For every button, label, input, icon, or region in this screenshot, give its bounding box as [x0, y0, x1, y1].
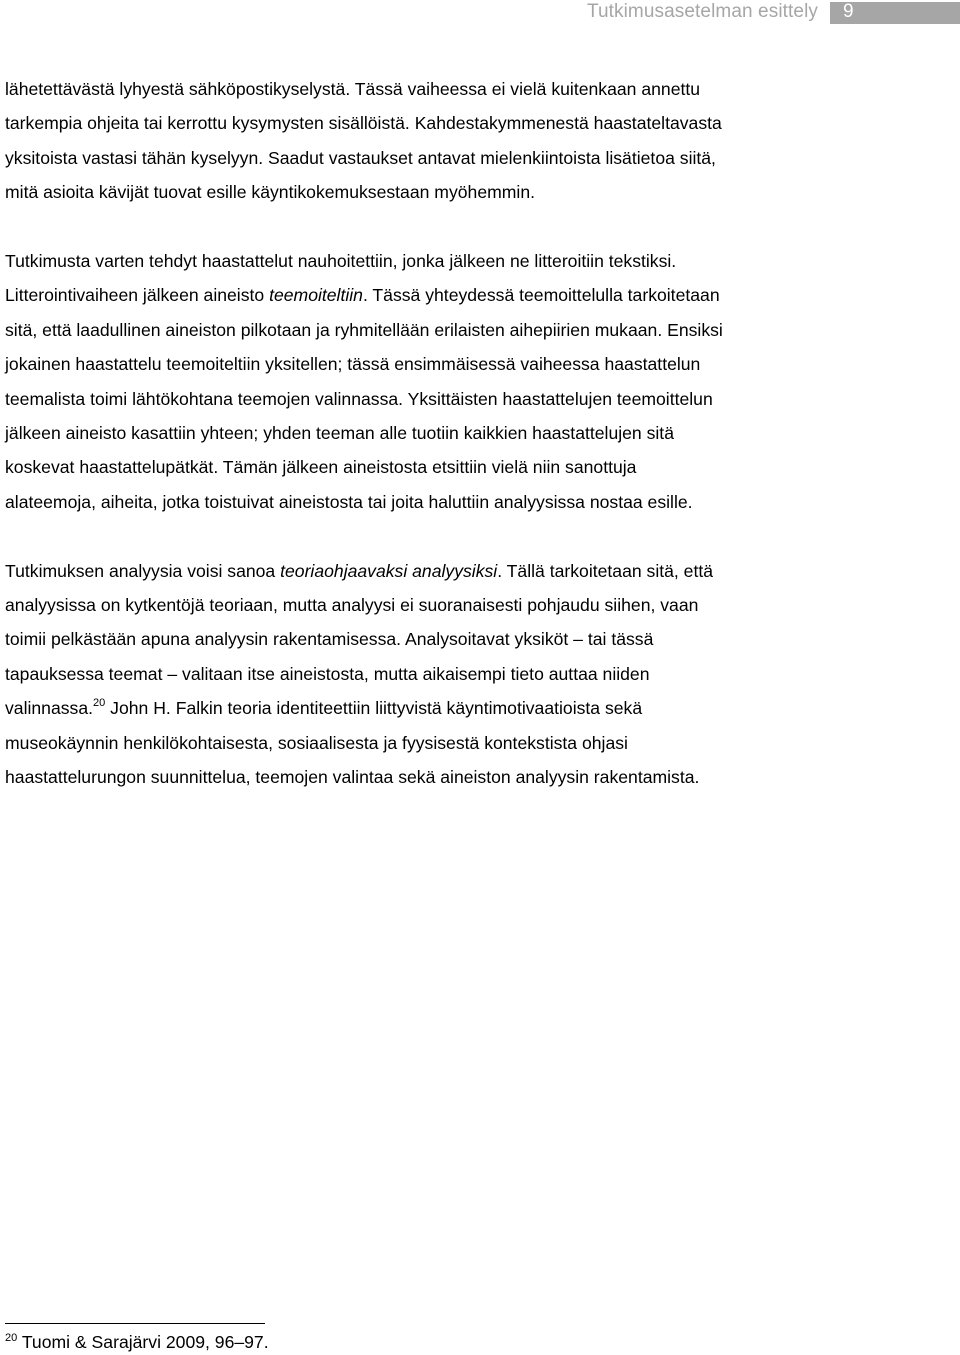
- running-head-title: Tutkimusasetelman esittely: [586, 1, 818, 22]
- italic-term: teemoiteltiin: [269, 285, 363, 306]
- text-line: haastattelurungon suunnittelua, teemojen valintaa sekä aineiston analyysin rakentamista.: [5, 767, 700, 788]
- body-text: [5, 72, 831, 829]
- text-line: teemalista toimi lähtökohtana teemojen valinnassa. Yksittäisten haastattelujen teemoittelun: [5, 388, 713, 409]
- text-line: toimii pelkästään apuna analyysin rakentamisessa. Analysoitavat yksiköt – tai tässä: [5, 629, 654, 650]
- text-run: . Tässä yhteydessä teemoittelulla tarkoitetaan: [362, 285, 720, 306]
- text-run: Tutkimuksen analyysia voisi sanoa: [5, 560, 281, 581]
- page-number: 9: [843, 1, 854, 22]
- text-run: . Tällä tarkoitetaan sitä, että: [497, 560, 714, 581]
- paragraph-1: [5, 72, 831, 210]
- italic-term: teoriaohjaavaksi analyysiksi: [280, 560, 498, 581]
- text-line: Tutkimusta varten tehdyt haastattelut nauhoitettiin, jonka jälkeen ne litteroitiin tekstiksi.: [5, 251, 677, 272]
- text-line: museokäynnin henkilökohtaisesta, sosiaalisesta ja fyysisestä kontekstista ohjasi: [5, 732, 628, 753]
- text-line: jälkeen aineisto kasattiin yhteen; yhden teeman alle tuotiin kaikkien haastattelujen sitä: [5, 423, 674, 444]
- text-line: koskevat haastattelupätkät. Tämän jälkeen aineistosta etsittiin vielä niin sanottuja: [5, 457, 637, 478]
- footnote-number: 20: [5, 1332, 18, 1344]
- text-line: mitä asioita kävijät tuovat esille käyntikokemuksestaan myöhemmin.: [5, 182, 535, 203]
- text-line: yksitoista vastasi tähän kyselyyn. Saadut vastaukset antavat mielenkiintoista lisätietoa siitä,: [5, 147, 716, 168]
- text-line: [5, 278, 831, 312]
- footnote-ref[interactable]: 20: [93, 697, 106, 710]
- text-line: [5, 554, 831, 588]
- page-header: [0, 0, 960, 26]
- footnote-separator: [5, 1323, 265, 1324]
- text-line: sitä, että laadullinen aineiston pilkotaan ja ryhmitellään erilaisten aihepiirien mukaan. Ensiksi: [5, 319, 723, 340]
- text-line: tarkempia ohjeita tai kerrottu kysymysten sisällöistä. Kahdestakymmenestä haastateltavasta: [5, 113, 722, 134]
- text-line: jokainen haastattelu teemoiteltiin yksitellen; tässä ensimmäisessä vaiheessa haastattelun: [5, 354, 701, 375]
- footnote: [5, 1331, 269, 1353]
- page-number-box: [830, 2, 960, 24]
- text-line: lähetettävästä lyhyestä sähköpostikyselystä. Tässä vaiheessa ei vielä kuitenkaan annettu: [5, 79, 701, 99]
- text-line: [5, 691, 831, 725]
- footnote-text: Tuomi & Sarajärvi 2009, 96–97.: [17, 1332, 269, 1352]
- paragraph-2: [5, 244, 831, 519]
- text-run: John H. Falkin teoria identiteettiin liittyvistä käyntimotivaatioista sekä: [105, 698, 643, 719]
- text-line: tapauksessa teemat – valitaan itse aineistosta, mutta aikaisempi tieto auttaa niiden: [5, 663, 650, 684]
- text-run: Litterointivaiheen jälkeen aineisto: [5, 285, 270, 306]
- paragraph-3: [5, 554, 831, 795]
- text-line: analyysissa on kytkentöjä teoriaan, mutta analyysi ei suoranaisesti pohjaudu siihen, vaan: [5, 595, 699, 616]
- text-line: alateemoja, aiheita, jotka toistuivat aineistosta tai joita haluttiin analyysissa nostaa esille.: [5, 491, 693, 512]
- text-run: valinnassa.: [5, 698, 94, 719]
